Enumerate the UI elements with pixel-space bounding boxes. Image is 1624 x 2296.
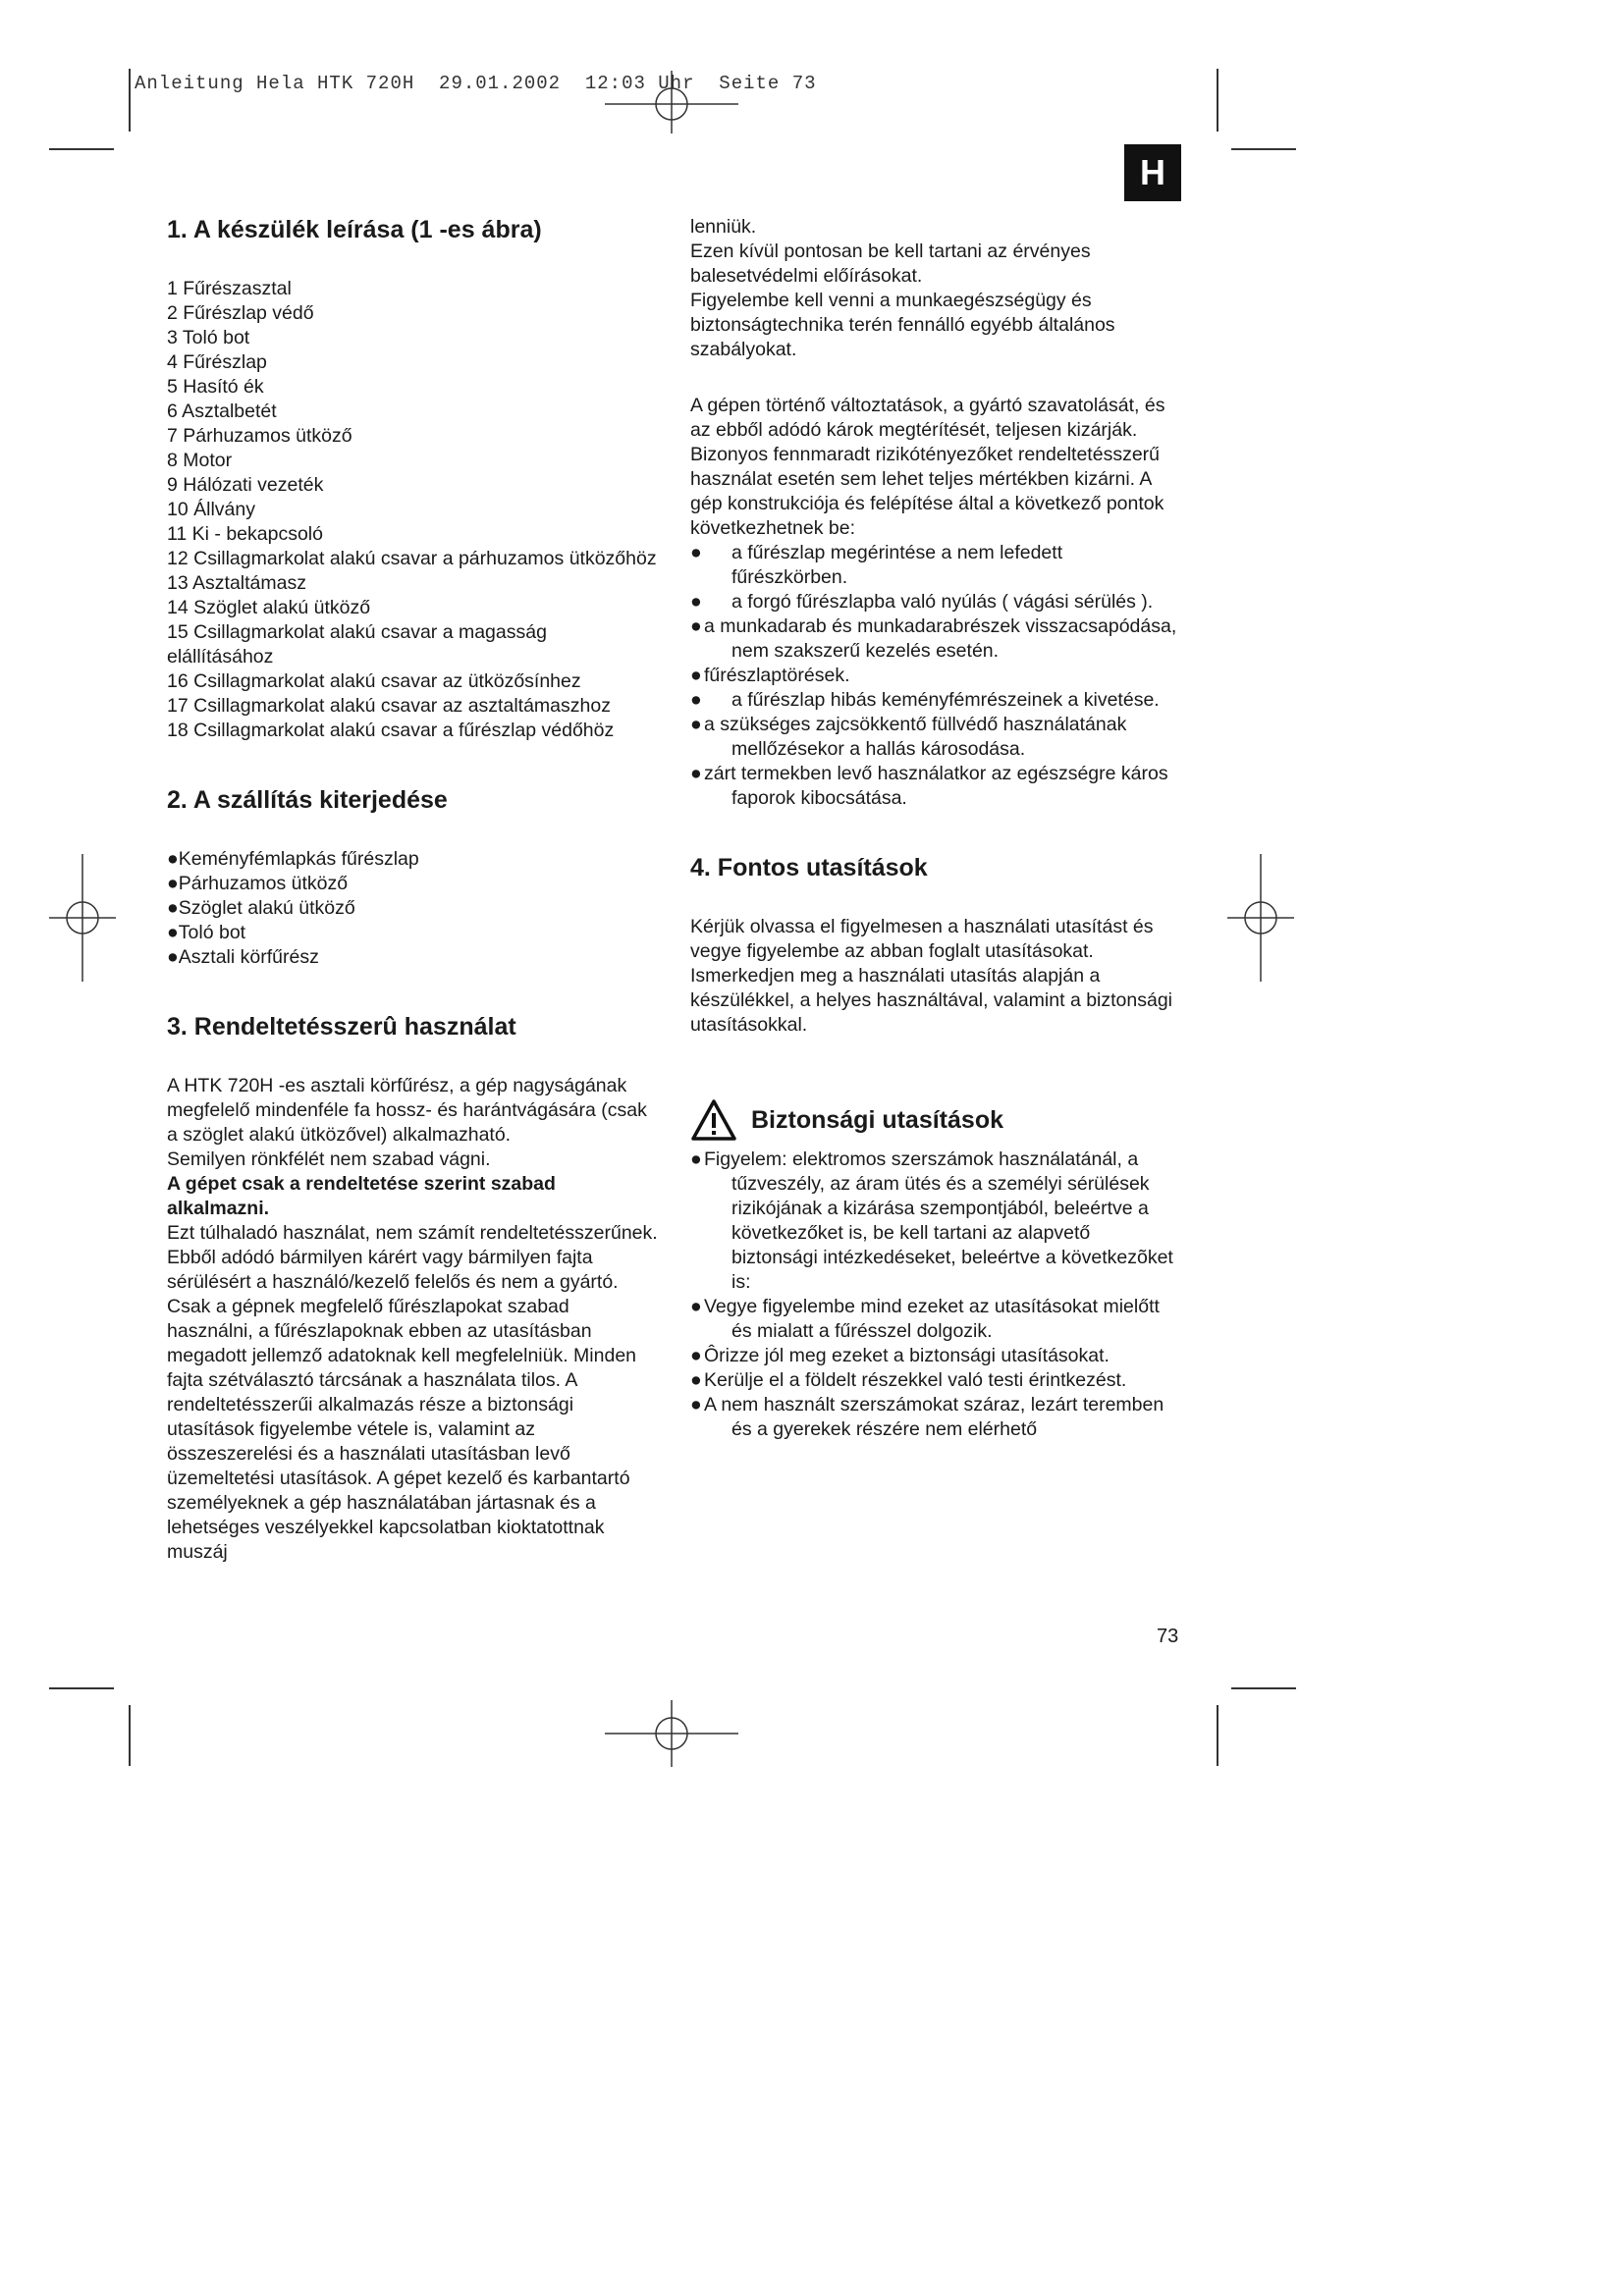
list-item: 2 Fűrészlap védő <box>167 302 314 324</box>
list-item: 18 Csillagmarkolat alakú csavar a fűrészlap védőhöz <box>167 720 615 741</box>
paragraph: A HTK 720H -es asztali körfűrész, a gép nagyságának megfelelő mindenféle fa hossz- és harántvágására (csak a szöglet alakú ütközővel) alkalmazható. <box>167 1075 647 1146</box>
list-item: 11 Ki - bekapcsoló <box>167 523 323 545</box>
paragraph: A gépen történő változtatások, a gyártó szavatolását, és az ebből adódó károk megtérítését, teljesen kizárják. <box>690 395 1165 441</box>
list-item: ● a forgó fűrészlapba való nyúlás ( vágási sérülés ). <box>690 591 1154 613</box>
list-item: 8 Motor <box>167 450 233 471</box>
bullet-icon: ● <box>690 1296 702 1317</box>
list-item: 4 Fűrészlap <box>167 351 267 373</box>
list-item: ● a fűrészlap megérintése a nem lefedett fűrészkörben. <box>690 542 1063 588</box>
registration-mark-icon <box>49 854 116 982</box>
list-item: ● Figyelem: elektromos szerszámok használatánál, a tűzveszély, az áram ütés és a személyi sérülések rizikójának a kizárása szempontjából, beleértve a következőket is, be kell tartani az alapvető biztonsági intézkedéseket, beleértve a következõket is: <box>690 1148 1173 1293</box>
paragraph: Semilyen rönkfélét nem szabad vágni. <box>167 1148 491 1170</box>
bullet-icon: ● <box>690 615 702 637</box>
list-item: 10 Állvány <box>167 499 255 520</box>
delivery-list <box>167 847 658 970</box>
list-item: ●Asztali körfűrész <box>167 946 319 968</box>
list-item: 13 Asztaltámasz <box>167 572 306 594</box>
bullet-icon: ● <box>690 1345 702 1366</box>
parts-list <box>167 277 658 743</box>
crop-mark <box>49 148 114 150</box>
safety-list <box>690 1148 1181 1442</box>
list-item: ● a munkadarab és munkadarabrészek visszacsapódása, nem szakszerű kezelés esetén. <box>690 615 1177 662</box>
warning-triangle-icon <box>690 1098 737 1142</box>
crop-mark <box>1231 1687 1296 1689</box>
list-item: 15 Csillagmarkolat alakú csavar a magasság elállításához <box>167 621 547 667</box>
page-number: 73 <box>1157 1626 1179 1647</box>
list-item: ● fűrészlaptörések. <box>690 665 850 686</box>
print-slug: Anleitung Hela HTK 720H 29.01.2002 12:03 Uhr Seite 73 <box>135 73 817 94</box>
bullet-icon: ● <box>167 848 179 870</box>
paragraph-bold: A gépet csak a rendeltetése szerint szabad alkalmazni. <box>167 1173 556 1219</box>
paragraph: Kérjük olvassa el figyelmesen a használati utasítást és vegye figyelembe az abban foglalt utasításokat. Ismerkedjen meg a használati utasítás alapján a készülékkel, a helyes használtával, valamint a biztonsági utasításokkal. <box>690 916 1173 1036</box>
bullet-icon: ● <box>167 897 179 919</box>
list-item: 17 Csillagmarkolat alakú csavar az asztaltámaszhoz <box>167 695 611 717</box>
section-4-title: 4. Fontos utasítások <box>690 854 928 881</box>
left-column <box>167 214 658 1565</box>
list-item: ● a szükséges zajcsökkentő füllvédő használatának mellőzésekor a hallás károsodása. <box>690 714 1127 760</box>
crop-mark <box>129 69 131 132</box>
list-item: ● A nem használt szerszámokat száraz, lezárt teremben és a gyerekek részére nem elérhető <box>690 1394 1164 1440</box>
section-3-title: 3. Rendeltetésszerû használat <box>167 1013 516 1041</box>
risk-list <box>690 541 1181 811</box>
paragraph: Ezt túlhaladó használat, nem számít rendeltetésszerűnek. Ebből adódó bármilyen kárért vagy bármilyen fajta sérülésért a használó/kezelő felelős és nem a gyártó. Csak a gépnek megfelelő fűrészlapokat szabad használni, a fűrészlapoknak ebben az utasításban megadott jellemző adatoknak kell megfelelniük. Minden fajta szétválasztó tárcsának a használata tilos. A rendeltetésszerűi alkalmazás része a biztonsági utasítások figyelembe vétele is, valamint az összeszerelési és a használati utasításban levő üzemeltetési utasítások. A gépet kezelő és karbantartó személyeknek a gép használatában jártasnak és a lehetséges veszélyekkel kapcsolatban kioktatottnak muszáj <box>167 1222 658 1563</box>
bullet-icon: ● <box>690 714 702 735</box>
crop-mark <box>1231 148 1296 150</box>
paragraph: lenniük. <box>690 216 757 238</box>
crop-mark <box>129 1705 131 1766</box>
list-item: ● a fűrészlap hibás keményfémrészeinek a kivetése. <box>690 689 1160 711</box>
list-item: 12 Csillagmarkolat alakú csavar a párhuzamos ütközőhöz <box>167 548 657 569</box>
registration-mark-icon <box>605 71 738 137</box>
bullet-icon: ● <box>690 542 702 563</box>
list-item: 9 Hálózati vezeték <box>167 474 324 496</box>
list-item: 1 Fűrészasztal <box>167 278 292 299</box>
bullet-icon: ● <box>690 591 702 613</box>
paragraph: Ezen kívül pontosan be kell tartani az érvényes balesetvédelmi előírásokat. <box>690 240 1091 287</box>
list-item: 7 Párhuzamos ütköző <box>167 425 352 447</box>
list-item: ● Kerülje el a földelt részekkel való testi érintkezést. <box>690 1369 1127 1391</box>
list-item: 16 Csillagmarkolat alakú csavar az ütközősínhez <box>167 670 581 692</box>
list-item: ●Toló bot <box>167 922 246 943</box>
section-5-title: Biztonsági utasítások <box>751 1106 1003 1134</box>
list-item: ●Szöglet alakú ütköző <box>167 897 355 919</box>
safety-heading <box>690 1098 1181 1142</box>
crop-mark <box>1217 1705 1218 1766</box>
registration-mark-icon <box>1227 854 1294 982</box>
list-item: 14 Szöglet alakú ütköző <box>167 597 371 618</box>
bullet-icon: ● <box>690 1394 702 1415</box>
bullet-icon: ● <box>690 763 702 784</box>
list-item: ● Vegye figyelembe mind ezeket az utasításokat mielőtt és mialatt a fűrésszel dolgozik. <box>690 1296 1160 1342</box>
bullet-icon: ● <box>167 873 179 894</box>
bullet-icon: ● <box>690 665 702 686</box>
list-item: 6 Asztalbetét <box>167 400 277 422</box>
bullet-icon: ● <box>167 922 179 943</box>
registration-mark-icon <box>605 1700 738 1767</box>
list-item: 3 Toló bot <box>167 327 250 348</box>
bullet-icon: ● <box>167 946 179 968</box>
paragraph: Figyelembe kell venni a munkaegészségügy és biztonságtechnika terén fennálló egyébb általános szabályokat. <box>690 290 1115 360</box>
language-badge: H <box>1124 144 1181 201</box>
crop-mark <box>49 1687 114 1689</box>
list-item: ●Párhuzamos ütköző <box>167 873 349 894</box>
bullet-icon: ● <box>690 689 702 711</box>
section-1-title: 1. A készülék leírása (1 -es ábra) <box>167 216 542 243</box>
list-item: 5 Hasító ék <box>167 376 264 398</box>
bullet-icon: ● <box>690 1148 702 1170</box>
list-item: ● Ôrizze jól meg ezeket a biztonsági utasításokat. <box>690 1345 1110 1366</box>
list-item: ●Keményfémlapkás fűrészlap <box>167 848 419 870</box>
bullet-icon: ● <box>690 1369 702 1391</box>
list-item: ● zárt termekben levő használatkor az egészségre káros faporok kibocsátása. <box>690 763 1168 809</box>
crop-mark <box>1217 69 1218 132</box>
paragraph: Bizonyos fennmaradt rizikótényezőket rendeltetésszerű használat esetén sem lehet teljes mértékben kizárni. A gép konstrukciója és felépítése által a következő pontok következhetnek be: <box>690 444 1164 539</box>
right-column <box>690 215 1181 1442</box>
section-2-title: 2. A szállítás kiterjedése <box>167 786 448 814</box>
